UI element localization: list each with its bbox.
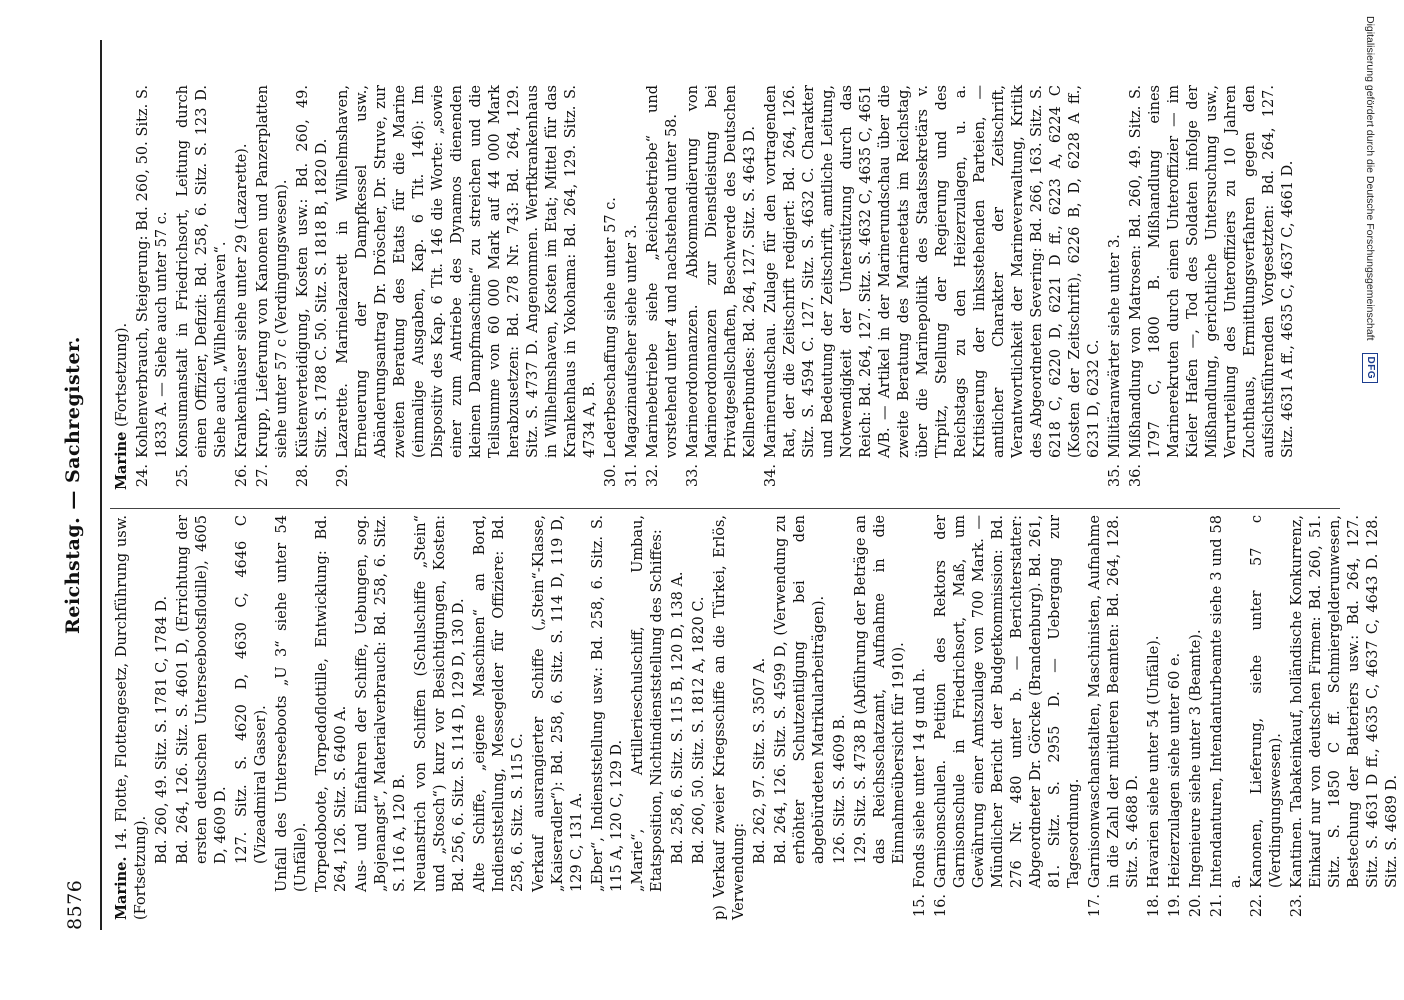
index-entry: 15. Fonds siehe unter 14 g und h. [912, 668, 928, 918]
index-line: p) Verkauf zweier Kriegsschiffe an die Türkei, Erlös, Verwendung: [712, 515, 747, 920]
index-line: Bd. 258, 6. Sitz. S. 115 B, 120 D, 138 A. [670, 571, 686, 864]
index-entry: 24. Kohlenverbrauch, Steigerung: Bd. 260, 50. Sitz. S. 1833 A. — Siehe auch unter 57 c. [135, 85, 170, 488]
index-entry: 27. Krupp, Lieferung von Kanonen und Panzerplatten siehe unter 57 c (Verdingungswesen). [255, 85, 290, 488]
index-entry: 36. Mißhandlung von Matrosen: Bd. 260, 49. Sitz. S. 1797 C, 1800 B. Mißhandlung eines Marinerekruten durch einen Unteroffizier — im Kieler Hafen —, Tod des Soldaten infolge der Mißhandlung, gerichtliche Untersuchung usw., Verurteilung des Unteroffiziers zu 10 Jahren Zuchthaus, Ermittlungsverfahren gegen den aufsichtsführenden Vorgesetzten: Bd. 264, 127. Sitz. 4631 A ff., 4635 C, 4637 C, 4661 D. [1128, 85, 1296, 488]
index-entry: 20. Ingenieure siehe unter 3 (Beamte). [1188, 629, 1204, 918]
digitization-credit [1360, 16, 1380, 984]
index-line: Bd. 260, 49. Sitz. S. 1781 C, 1784 D. [154, 595, 170, 864]
credit-text: Digitalisierung gefördert durch die Deutsche Forschungsgemeinschaft [1364, 16, 1376, 341]
left-column-head: Marine. 14. Flotte, Flottengesetz, Durchführung usw. (Fortsetzung). [113, 515, 149, 920]
right-column-head: Marine (Fortsetzung). [113, 322, 130, 490]
index-line: Torpedoboote, Torpedoflottille, Entwicklung: Bd. 264, 126. Sitz. S. 6400 A. [314, 515, 349, 892]
page-number: 8576 [64, 879, 86, 930]
index-line: 129. Sitz. S. 4738 B (Abführung der Beträge an das Reichsschatzamt, Aufnahme in die Einnahmeübersicht für 1910). [853, 514, 907, 864]
index-entry: 17. Garnisonwaschanstalten, Maschinisten, Aufnahme in die Zahl der mittleren Beamten: Bd. 264, 128. Sitz. S. 4688 D. [1087, 515, 1141, 918]
index-entry: 25. Konsumanstalt in Friedrichsort, Leitung durch einen Offizier, Defizit: Bd. 258, 6. Sitz. S. 123 D. Siehe auch „Wilhelmshaven“. [175, 85, 229, 488]
index-entry: 34. Marinerundschau. Zulage für den vortragenden Rat, der die Zeitschrift redigiert: Bd. 264, 126. Sitz. S. 4594 C. 127. Sitz. S. 4632 C. Charakter und Bedeutung der Zeitschrift, amtliche Leitung, Notwendigkeit der Unterstützung durch das Reich: Bd. 264, 127. Sitz. S. 4632 C, 4635 C, 4651 A/B. — Artikel in der Marinerundschau über die zweite Beratung des Marineetats im Reichstag, über die Marinepolitik des Staatssekretärs v. Tirpitz, Stellung der Regierung und des Reichstags zu den Heizerzulagen, u. a. Kritisierung der linksstehenden Parteien, — amtlicher Charakter der Zeitschrift, Verantwortlichkeit der Marineverwaltung, Kritik des Abgeordneten Severing: Bd. 266, 163. Sitz. S. 6218 C, 6220 D, 6221 D ff., 6223 A, 6224 C (Kosten der Zeitschrift), 6226 B, D, 6228 A ff., 6231 D, 6232 C. [763, 85, 1102, 488]
index-entry: 31. Magazinaufseher siehe unter 3. [624, 224, 640, 488]
index-entry: 23. Kantinen. Tabakeinkauf, holländische Konkurrenz, Einkauf nur von deutschen Firmen: Bd. 260, 51. Sitz. S. 1850 C ff. Schmiergelderunwesen, Bestechung der Batteriers usw.: Bd. 264, 127. Sitz. S. 4631 D ff., 4635 C, 4637 C, 4643 D. 128. Sitz. S. 4689 D. [1289, 515, 1400, 918]
index-entry: 16. Garnisonschulen. Petition des Rektors der Garnisonschule in Friedrichsort, Maß, um Gewährung einer Amtszulage von 700 Mark. — Mündlicher Bericht der Budgetkommission: Bd. 276 Nr. 480 unter b. — Berichterstatter: Abgeordneter Dr. Görcke (Brandenburg). Bd. 261, 81. Sitz. S. 2955 D. — Uebergang zur Tagesordnung. [933, 515, 1082, 918]
index-line: Verkauf ausrangierter Schiffe („Stein“-Klasse, „Kaiseradler“): Bd. 258, 6. Sitz. S. 114 D, 119 D, 129 C, 131 A. [531, 515, 585, 892]
index-entry: 28. Küstenverteidigung, Kosten usw.: Bd. 260, 49. Sitz. S. 1788 C. 50. Sitz. S. 1818 B, 1820 D. [295, 85, 330, 488]
index-line: Unfall des Unterseeboots „U 3“ siehe unter 54 (Unfälle). [274, 515, 309, 892]
index-entry: 35. Militäranwärter siehe unter 3. [1107, 234, 1123, 488]
index-line: „Eber“, Indienststellung usw.: Bd. 258, 6. Sitz. S. 115 A, 120 C, 129 D. [590, 515, 625, 892]
dfg-logo: DFG [1362, 353, 1378, 384]
index-entry: 33. Marineordonnanzen. Abkommandierung von Marineordonnanzen zur Dienstleistung bei Privatgesellschaften, Beschwerde des Deutschen Kellnerbundes: Bd. 264, 127. Sitz. S. 4643 D. [685, 85, 758, 488]
index-line: 127. Sitz. S. 4620 D, 4630 C, 4646 C (Vizeadmiral Gasser). [234, 515, 269, 864]
right-column [112, 85, 1300, 490]
page-title: Reichstag. — Sachregister. [62, 336, 84, 634]
header-rule [100, 40, 102, 930]
index-entry: 32. Marinebetriebe siehe „Reichsbetriebe“ und vorstehend unter 4 und nachstehend unter 58. [645, 85, 680, 488]
index-line: 126. Sitz. S. 4609 B. [832, 714, 848, 864]
index-line: Alte Schiffe, „eigene Maschinen“ an Bord, Indienststellung, Messegelder für Offiziere: Bd. 258, 6. Sitz. S. 115 C. [472, 515, 526, 892]
index-line: Aus- und Einfahren der Schiffe, Uebungen, sog. „Bojenangst“, Materialverbrauch: Bd. 258, 6. Sitz. S. 116 A, 120 B. [354, 515, 408, 892]
index-entry: 18. Havarien siehe unter 54 (Unfälle). [1146, 635, 1162, 918]
index-line: „Marie“, Artillerieschulschiff, Umbau, Etatsposition, Nichtindienststellung des Schiffes: [630, 515, 665, 892]
index-entry: 22. Kanonen, Lieferung, siehe unter 57 c (Verdingungswesen). [1249, 515, 1284, 918]
running-head [58, 40, 98, 930]
index-line: Bd. 262, 97. Sitz. S. 3507 A. [752, 657, 768, 864]
index-line: Bd. 264, 126. Sitz. S. 4599 D, (Verwendung zu erhöhter Schutzentilgung bei den abgebürdeten Matrikularbeiträgen). [773, 515, 827, 864]
index-entry: 29. Lazarette. Marinelazarett in Wilhelmshaven, Erneuerung der Dampfkessel usw., Abänderungsantrag Dr. Dröscher, Dr. Struve, zur zweiten Beratung des Etats für die Marine (einmalige Ausgaben, Kap. 6 Tit. 146): Im Dispositiv des Kap. 6 Tit. 146 die Worte: „sowie einer zum Antriebe des Dynamos dienenden kleinen Dampfmaschine“ zu streichen und die Teilsumme von 60 000 Mark auf 44 000 Mark herabzusetzen: Bd. 278 Nr. 743: Bd. 264, 129. Sitz. S. 4737 D. Angenommen. Werftkrankenhaus in Wilhelmshaven, Kosten im Etat; Mittel für das Krankenhaus in Yokohama: Bd. 264, 129. Sitz. S. 4734 A, B. [335, 85, 598, 488]
index-line: Bd. 260, 50. Sitz. S. 1812 A, 1820 C. [691, 596, 707, 864]
left-column [112, 515, 1404, 920]
index-entry: 19. Heizerzulagen siehe unter 60 e. [1167, 652, 1183, 918]
index-line: Bd. 264, 126. Sitz. S. 4601 D, (Errichtung der ersten deutschen Unterseebootsflotille), 4605 D, 4609 D. [175, 515, 229, 864]
index-entry: 21. Intendanturen, Intendanturbeamte siehe 3 und 58 a. [1209, 515, 1244, 918]
column-divider [110, 508, 1340, 509]
index-entry: 30. Lederbeschaffung siehe unter 57 c. [603, 197, 619, 488]
index-line: Neuanstrich von Schiffen (Schulschiffe „Stein“ und „Stosch“) kurz vor Besichtigungen, Kosten: Bd. 256, 6. Sitz. S. 114 D, 129 D, 130 D. [413, 515, 467, 892]
index-entry: 26. Krankenhäuser siehe unter 29 (Lazarette). [234, 143, 250, 488]
